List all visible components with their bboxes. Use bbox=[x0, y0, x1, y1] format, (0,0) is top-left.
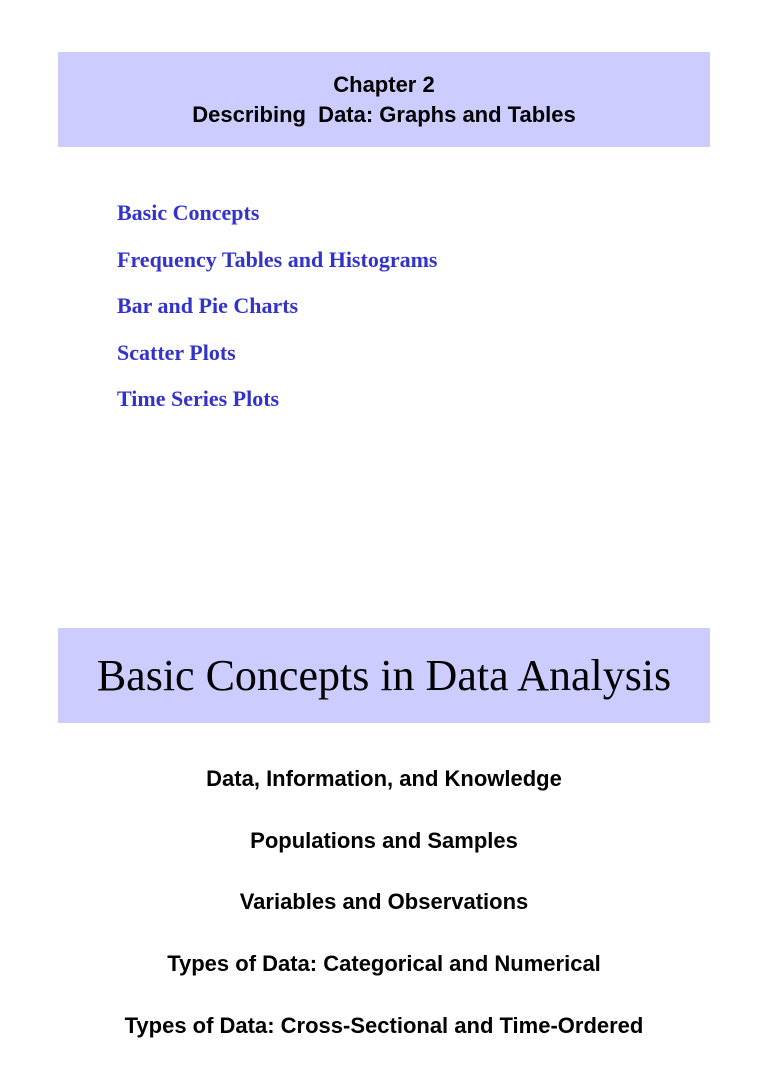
slide-title-band bbox=[58, 628, 710, 723]
toc-link-time-series-plots[interactable]: Time Series Plots bbox=[117, 386, 280, 411]
toc-link-basic-concepts[interactable]: Basic Concepts bbox=[117, 200, 260, 225]
toc-link-bar-pie-charts[interactable]: Bar and Pie Charts bbox=[117, 293, 299, 318]
topic-item: Types of Data: Categorical and Numerical bbox=[167, 951, 601, 977]
toc-link-scatter-plots[interactable]: Scatter Plots bbox=[117, 339, 236, 365]
chapter-number: Chapter 2 bbox=[333, 71, 435, 97]
toc-link-frequency-tables[interactable]: Frequency Tables and Histograms bbox=[117, 246, 438, 272]
topic-list bbox=[0, 764, 768, 1072]
topic-item: Data, Information, and Knowledge bbox=[206, 766, 562, 791]
chapter-subtitle: Describing Data: Graphs and Tables bbox=[192, 101, 576, 127]
topic-item: Types of Data: Cross-Sectional and Time-Ordered bbox=[124, 1012, 644, 1038]
table-of-contents bbox=[117, 198, 437, 431]
topic-item: Populations and Samples bbox=[250, 827, 518, 853]
slide-basic-concepts bbox=[0, 576, 768, 1036]
topic-item: Variables and Observations bbox=[239, 889, 529, 915]
slide-title: Basic Concepts in Data Analysis bbox=[96, 651, 672, 700]
chapter-title-band bbox=[58, 52, 710, 147]
